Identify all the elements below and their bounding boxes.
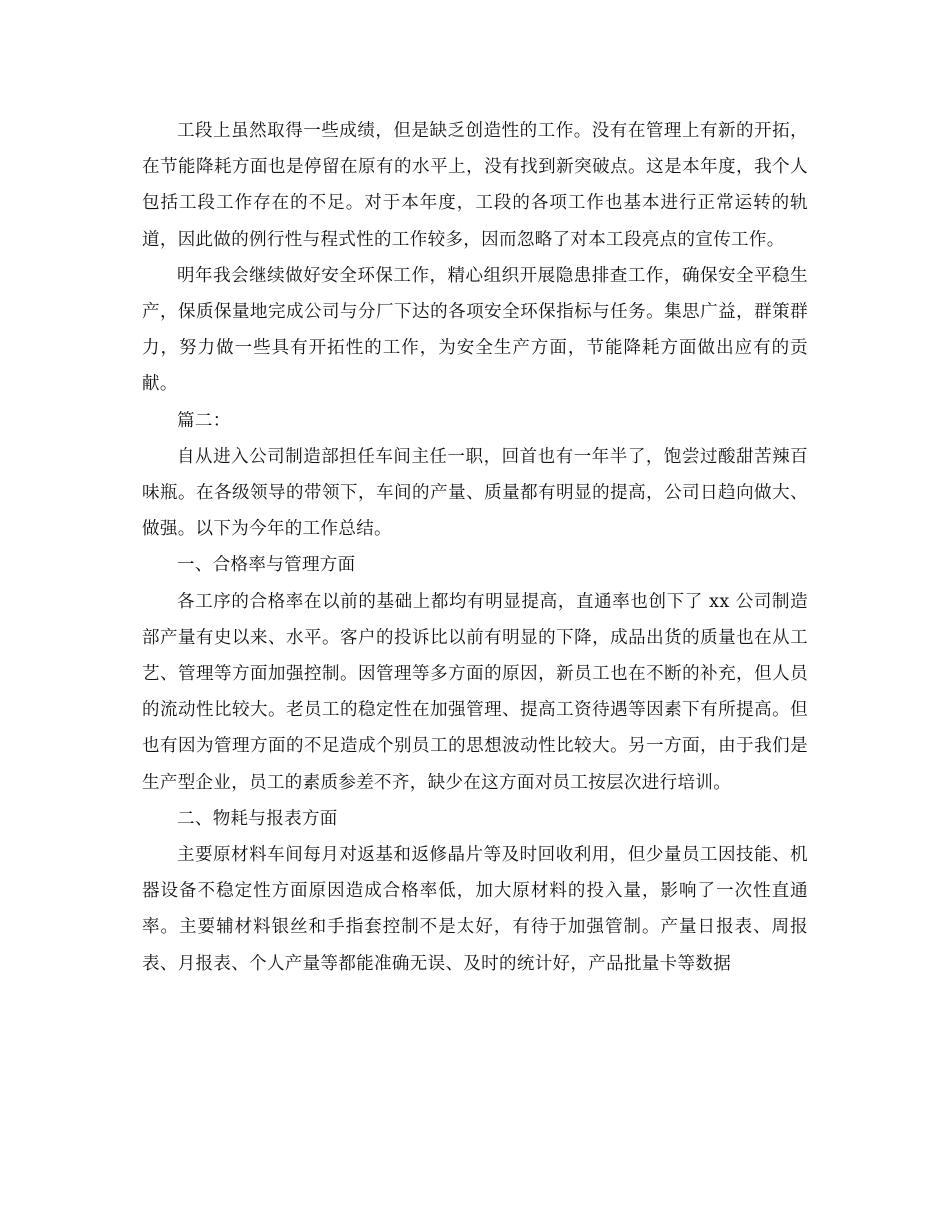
section-heading-materials-reports: 二、物耗与报表方面 — [177, 808, 338, 829]
document-body — [142, 113, 808, 982]
paragraph-materials-reports: 主要原材料车间每月对返基和返修晶片等及时回收利用，但少量员工因技能、机器设备不稳定性方面原因造成合格率低，加大原材料的投入量，影响了一次性直通率。主要辅材料银丝和手指套控制不是太好，有待于加强管制。产量日报表、周报表、月报表、个人产量等都能准确无误、及时的统计好，产品批量卡等数据 — [142, 845, 808, 974]
section-heading-quality-management: 一、合格率与管理方面 — [177, 555, 356, 576]
paragraph-next-year-plan: 明年我会继续做好安全环保工作，精心组织开展隐患排查工作，确保安全平稳生产，保质保量地完成公司与分厂下达的各项安全环保指标与任务。集思广益，群策群力，努力做一些具有开拓性的工作，为安全生产方面，节能降耗方面做出应有的贡献。 — [142, 265, 808, 395]
paragraph-introduction: 自从进入公司制造部担任车间主任一职，回首也有一年半了，饱尝过酸甜苦辣百味瓶。在各级领导的带领下，车间的产量、质量都有明显的提高，公司日趋向做大、做强。以下为今年的工作总结。 — [142, 446, 808, 540]
paragraph-quality-management: 各工序的合格率在以前的基础上都均有明显提高，直通率也创下了 xx 公司制造部产量有史以来、水平。客户的投诉比以前有明显的下降，成品出货的质量也在从工艺、管理等方面加强控制。因管理等多方面的原因，新员工也在不断的补充，但人员的流动性比较大。老员工的稳定性在加强管理、提高工资待遇等因素下有所提高。但也有因为管理方面的不足造成个别员工的思想波动性比较大。另一方面，由于我们是生产型企业，员工的素质参差不齐，缺少在这方面对员工按层次进行培训。 — [142, 591, 808, 793]
paragraph-shortcomings: 工段上虽然取得一些成绩，但是缺乏创造性的工作。没有在管理上有新的开拓，在节能降耗方面也是停留在原有的水平上，没有找到新突破点。这是本年度，我个人包括工段工作存在的不足。对于本年度，工段的各项工作也基本进行正常运转的轨道，因此做的例行性与程式性的工作较多，因而忽略了对本工段亮点的宣传工作。 — [142, 121, 808, 250]
section-heading-part-two: 篇二： — [177, 410, 231, 431]
